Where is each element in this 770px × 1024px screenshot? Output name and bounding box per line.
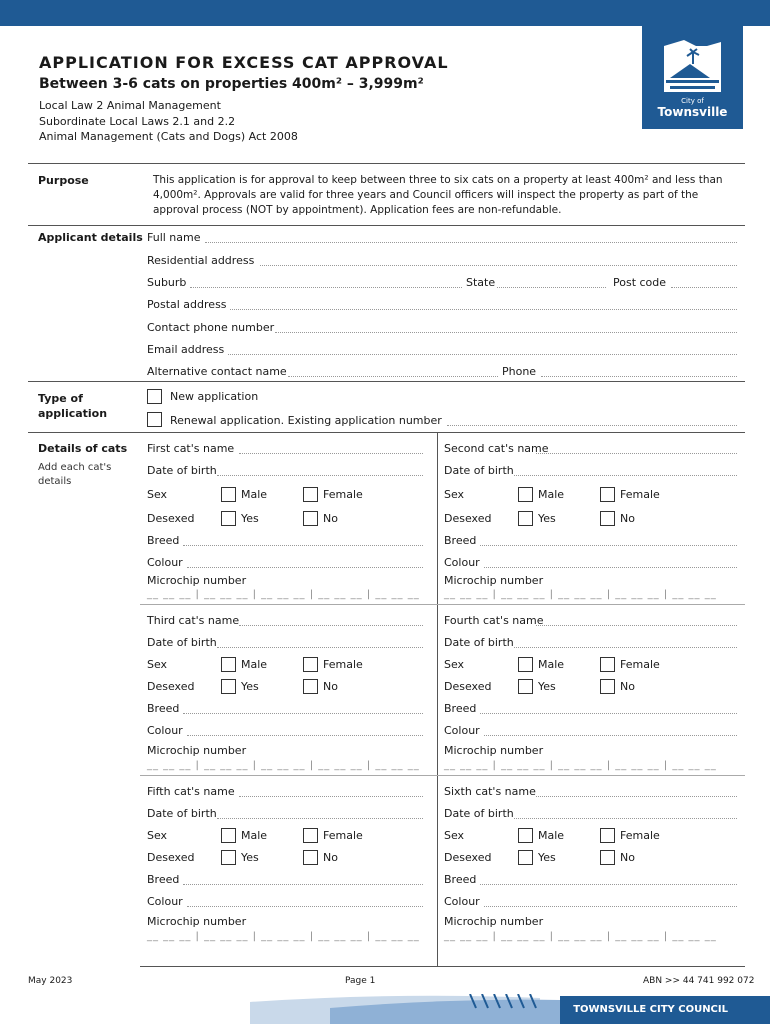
desexed-no-checkbox[interactable] (303, 511, 318, 526)
renewal-application-label: Renewal application. Existing application number (170, 414, 442, 427)
cat-name-label: Third cat's name (147, 614, 240, 627)
male-label: Male (538, 488, 565, 501)
date-of-birth-label: Date of birth (444, 636, 514, 649)
footer-abn: ABN >> 44 741 992 072 (643, 976, 755, 986)
male-checkbox[interactable] (518, 487, 533, 502)
date-of-birth-label: Date of birth (147, 807, 217, 820)
desexed-label: Desexed (147, 512, 195, 525)
post-code-field[interactable] (671, 287, 737, 288)
desexed-yes-checkbox[interactable] (221, 850, 236, 865)
female-label: Female (323, 658, 363, 671)
colour-field[interactable] (484, 906, 737, 907)
female-checkbox[interactable] (303, 487, 318, 502)
divider (140, 604, 745, 605)
residential-address-label: Residential address (147, 254, 255, 267)
microchip-label: Microchip number (444, 915, 544, 928)
desexed-label: Desexed (147, 680, 195, 693)
sex-label: Sex (147, 658, 168, 671)
contact-phone-label: Contact phone number (147, 321, 275, 334)
alternative-contact-field[interactable] (288, 376, 498, 377)
type-heading: application (38, 407, 108, 420)
breed-label: Breed (444, 702, 477, 715)
no-label: No (323, 512, 338, 525)
divider (28, 163, 745, 164)
male-label: Male (241, 488, 268, 501)
breed-label: Breed (444, 873, 477, 886)
microchip-number-field[interactable]: __ __ __ | __ __ __ | __ __ __ | __ __ __ | __ __ __ (147, 760, 420, 771)
breed-field[interactable] (480, 545, 737, 546)
logo-townsville: Townsville (657, 105, 728, 119)
yes-label: Yes (538, 512, 556, 525)
date-of-birth-field[interactable] (217, 818, 423, 819)
male-checkbox[interactable] (221, 487, 236, 502)
female-checkbox[interactable] (600, 487, 615, 502)
contact-phone-field[interactable] (275, 332, 737, 333)
alternative-contact-label: Alternative contact name (147, 365, 287, 378)
renewal-application-checkbox[interactable] (147, 412, 162, 427)
divider (140, 775, 745, 776)
council-logo (642, 26, 743, 129)
microchip-number-field[interactable]: __ __ __ | __ __ __ | __ __ __ | __ __ __ | __ __ __ (147, 931, 420, 942)
breed-field[interactable] (183, 545, 423, 546)
date-of-birth-label: Date of birth (147, 464, 217, 477)
full-name-label: Full name (147, 231, 201, 244)
cat-name-label: Sixth cat's name (444, 785, 536, 798)
breed-label: Breed (147, 534, 180, 547)
email-field[interactable] (228, 354, 737, 355)
no-label: No (620, 680, 635, 693)
microchip-number-field[interactable]: __ __ __ | __ __ __ | __ __ __ | __ __ __ | __ __ __ (444, 589, 717, 600)
residential-address-field[interactable] (260, 265, 737, 266)
date-of-birth-label: Date of birth (444, 464, 514, 477)
law-reference: Local Law 2 Animal Management (39, 99, 221, 112)
desexed-yes-checkbox[interactable] (221, 679, 236, 694)
female-checkbox[interactable] (303, 657, 318, 672)
date-of-birth-label: Date of birth (444, 807, 514, 820)
email-label: Email address (147, 343, 225, 356)
state-field[interactable] (497, 287, 606, 288)
applicant-heading: Applicant details (38, 231, 143, 244)
desexed-yes-checkbox[interactable] (518, 679, 533, 694)
law-reference: Subordinate Local Laws 2.1 and 2.2 (39, 115, 236, 128)
sex-label: Sex (444, 829, 465, 842)
cats-subheading: Add each cat's (38, 462, 112, 473)
male-checkbox[interactable] (221, 828, 236, 843)
female-checkbox[interactable] (600, 828, 615, 843)
no-label: No (323, 680, 338, 693)
cat-name-field[interactable] (536, 796, 737, 797)
female-label: Female (620, 829, 660, 842)
date-of-birth-label: Date of birth (147, 636, 217, 649)
desexed-no-checkbox[interactable] (600, 511, 615, 526)
desexed-label: Desexed (444, 680, 492, 693)
cat-name-label: First cat's name (147, 442, 235, 455)
date-of-birth-field[interactable] (217, 475, 423, 476)
male-label: Male (538, 829, 565, 842)
desexed-no-checkbox[interactable] (303, 679, 318, 694)
colour-label: Colour (147, 895, 183, 908)
logo-mark-icon (660, 38, 725, 96)
microchip-number-field[interactable]: __ __ __ | __ __ __ | __ __ __ | __ __ __ | __ __ __ (147, 589, 420, 600)
cat-name-field[interactable] (239, 625, 423, 626)
desexed-no-checkbox[interactable] (600, 850, 615, 865)
column-divider (437, 433, 438, 966)
breed-field[interactable] (480, 713, 737, 714)
logo-city-of: City of (681, 97, 704, 105)
type-heading: Type of (38, 392, 83, 405)
microchip-label: Microchip number (147, 744, 247, 757)
colour-field[interactable] (187, 567, 423, 568)
female-label: Female (620, 488, 660, 501)
sex-label: Sex (147, 829, 168, 842)
colour-field[interactable] (484, 567, 737, 568)
colour-label: Colour (147, 724, 183, 737)
desexed-yes-checkbox[interactable] (221, 511, 236, 526)
cats-subheading: details (38, 476, 72, 487)
suburb-field[interactable] (190, 287, 462, 288)
post-code-label: Post code (613, 276, 667, 289)
postal-address-label: Postal address (147, 298, 227, 311)
breed-field[interactable] (183, 884, 423, 885)
microchip-label: Microchip number (147, 915, 247, 928)
purpose-heading: Purpose (38, 174, 89, 187)
sex-label: Sex (444, 488, 465, 501)
existing-application-number-field[interactable] (447, 425, 737, 426)
breed-field[interactable] (480, 884, 737, 885)
yes-label: Yes (241, 851, 259, 864)
female-label: Female (323, 488, 363, 501)
male-label: Male (241, 658, 268, 671)
cat-name-field[interactable] (536, 625, 737, 626)
date-of-birth-field[interactable] (514, 475, 737, 476)
cat-name-field[interactable] (239, 453, 423, 454)
female-checkbox[interactable] (600, 657, 615, 672)
breed-label: Breed (444, 534, 477, 547)
cat-name-label: Fourth cat's name (444, 614, 544, 627)
female-label: Female (323, 829, 363, 842)
male-checkbox[interactable] (221, 657, 236, 672)
female-checkbox[interactable] (303, 828, 318, 843)
colour-label: Colour (147, 556, 183, 569)
phone-label: Phone (502, 365, 537, 378)
yes-label: Yes (538, 680, 556, 693)
date-of-birth-field[interactable] (514, 647, 737, 648)
yes-label: Yes (241, 512, 259, 525)
desexed-no-checkbox[interactable] (303, 850, 318, 865)
microchip-number-field[interactable]: __ __ __ | __ __ __ | __ __ __ | __ __ __ | __ __ __ (444, 760, 717, 771)
male-checkbox[interactable] (518, 657, 533, 672)
postal-address-field[interactable] (230, 309, 737, 310)
sex-label: Sex (147, 488, 168, 501)
desexed-no-checkbox[interactable] (600, 679, 615, 694)
breed-label: Breed (147, 873, 180, 886)
cat-name-field[interactable] (239, 796, 423, 797)
breed-field[interactable] (183, 713, 423, 714)
microchip-number-field[interactable]: __ __ __ | __ __ __ | __ __ __ | __ __ __ | __ __ __ (444, 931, 717, 942)
full-name-field[interactable] (205, 242, 737, 243)
colour-field[interactable] (187, 906, 423, 907)
colour-field[interactable] (187, 735, 423, 736)
new-application-label: New application (170, 390, 259, 403)
microchip-label: Microchip number (444, 574, 544, 587)
form-title: APPLICATION FOR EXCESS CAT APPROVAL (39, 53, 449, 72)
state-label: State (466, 276, 496, 289)
footer-page: Page 1 (345, 976, 376, 986)
microchip-label: Microchip number (444, 744, 544, 757)
form-subtitle: Between 3-6 cats on properties 400m² – 3,999m² (39, 76, 424, 92)
colour-label: Colour (444, 724, 480, 737)
breed-label: Breed (147, 702, 180, 715)
desexed-label: Desexed (444, 851, 492, 864)
date-of-birth-field[interactable] (217, 647, 423, 648)
purpose-text: This application is for approval to keep between three to six cats on a property at least 400m² and less than 4,000m². Approvals are valid for three years and Council officers will inspect the property as part of the approval process (NOT by appointment). Application fees are non-refundable. (153, 174, 723, 216)
male-label: Male (241, 829, 268, 842)
divider (28, 432, 745, 433)
no-label: No (620, 851, 635, 864)
desexed-label: Desexed (444, 512, 492, 525)
law-reference: Animal Management (Cats and Dogs) Act 2008 (39, 130, 298, 143)
top-banner (0, 0, 770, 26)
desexed-yes-checkbox[interactable] (518, 850, 533, 865)
colour-field[interactable] (484, 735, 737, 736)
female-label: Female (620, 658, 660, 671)
divider (140, 966, 745, 967)
cat-name-label: Second cat's name (444, 442, 549, 455)
no-label: No (620, 512, 635, 525)
colour-label: Colour (444, 556, 480, 569)
phone-field[interactable] (541, 376, 737, 377)
suburb-label: Suburb (147, 276, 187, 289)
yes-label: Yes (538, 851, 556, 864)
microchip-label: Microchip number (147, 574, 247, 587)
footer-date: May 2023 (28, 976, 73, 986)
footer-council: TOWNSVILLE CITY COUNCIL (573, 1004, 728, 1015)
male-label: Male (538, 658, 565, 671)
divider (28, 225, 745, 226)
sex-label: Sex (444, 658, 465, 671)
no-label: No (323, 851, 338, 864)
colour-label: Colour (444, 895, 480, 908)
new-application-checkbox[interactable] (147, 389, 162, 404)
cats-heading: Details of cats (38, 442, 128, 455)
yes-label: Yes (241, 680, 259, 693)
desexed-yes-checkbox[interactable] (518, 511, 533, 526)
desexed-label: Desexed (147, 851, 195, 864)
male-checkbox[interactable] (518, 828, 533, 843)
date-of-birth-field[interactable] (514, 818, 737, 819)
cat-name-label: Fifth cat's name (147, 785, 235, 798)
divider (28, 381, 745, 382)
cat-name-field[interactable] (536, 453, 737, 454)
